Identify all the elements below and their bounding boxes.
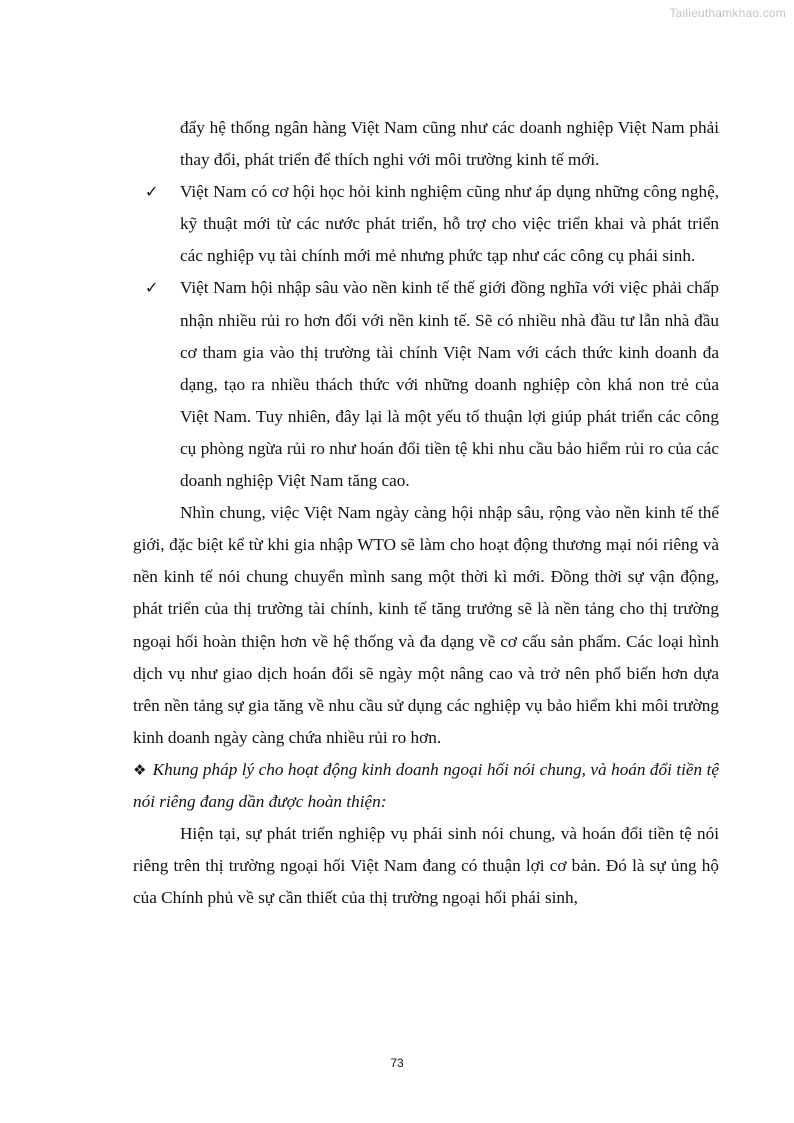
bullet-item: [133, 272, 719, 497]
section-heading: [133, 754, 719, 818]
paragraph: Hiện tại, sự phát triển nghiệp vụ phái sinh nói chung, và hoán đổi tiền tệ nói riêng trên thị trường ngoại hối Việt Nam đang có thuận lợi cơ bản. Đó là sự ủng hộ của Chính phủ về sự cần thiết của thị trường ngoại hối phái sinh,: [133, 824, 719, 908]
paragraph-continuation: đẩy hệ thống ngân hàng Việt Nam cũng như các doanh nghiệp Việt Nam phải thay đổi, phát triển để thích nghi với môi trường kinh tế mới.: [180, 118, 719, 170]
checkmark-icon: ✓: [145, 182, 159, 202]
bullet-text: Việt Nam hội nhập sâu vào nền kinh tế thế giới đồng nghĩa với việc phải chấp nhận nhiều rủi ro hơn đối với nền kinh tế. Sẽ có nhiều nhà đầu tư lẫn nhà đầu cơ tham gia vào thị trường tài chính Việt Nam với cách thức kinh doanh đa dạng, tạo ra nhiều thách thức với những doanh nghiệp còn khá non trẻ của Việt Nam. Tuy nhiên, đây lại là một yếu tố thuận lợi giúp phát triển các công cụ phòng ngừa rủi ro như hoán đổi tiền tệ khi nhu cầu bảo hiểm rủi ro của các doanh nghiệp Việt Nam tăng cao.: [180, 278, 719, 491]
paragraph: Nhìn chung, việc Việt Nam ngày càng hội nhập sâu, rộng vào nền kinh tế thế giới, đặc biệt kể từ khi gia nhập WTO sẽ làm cho hoạt động thương mại nói riêng và nền kinh tế nói chung chuyển mình sang một thời kì mới. Đồng thời sự vận động, phát triển của thị trường tài chính, kinh tế tăng trưởng sẽ là nền tảng cho thị trường ngoại hối hoàn thiện hơn về hệ thống và đa dạng về cơ cấu sản phẩm. Các loại hình dịch vụ như giao dịch hoán đổi sẽ ngày một nâng cao và trở nên phổ biến hơn dựa trên nền tảng sự gia tăng về nhu cầu sử dụng các nghiệp vụ bảo hiểm khi môi trường kinh doanh ngày càng chứa nhiều rủi ro hơn.: [133, 503, 719, 747]
checkmark-icon: ✓: [145, 278, 159, 298]
heading-text: Khung pháp lý cho hoạt động kinh doanh ngoại hối nói chung, và hoán đổi tiền tệ nói riêng đang dần được hoàn thiện:: [133, 759, 719, 811]
bullet-item: [133, 176, 719, 272]
watermark: Tailieuthamkhao.com: [669, 6, 786, 20]
document-body: [133, 112, 719, 914]
page-number: 73: [390, 1056, 404, 1070]
diamond-bullet-icon: ❖: [133, 760, 147, 779]
bullet-text: Việt Nam có cơ hội học hỏi kinh nghiệm cũng như áp dụng những công nghệ, kỹ thuật mới từ các nước phát triển, hỗ trợ cho việc triển khai và phát triển các nghiệp vụ tài chính mới mẻ nhưng phức tạp như các công cụ phái sinh.: [180, 182, 719, 266]
